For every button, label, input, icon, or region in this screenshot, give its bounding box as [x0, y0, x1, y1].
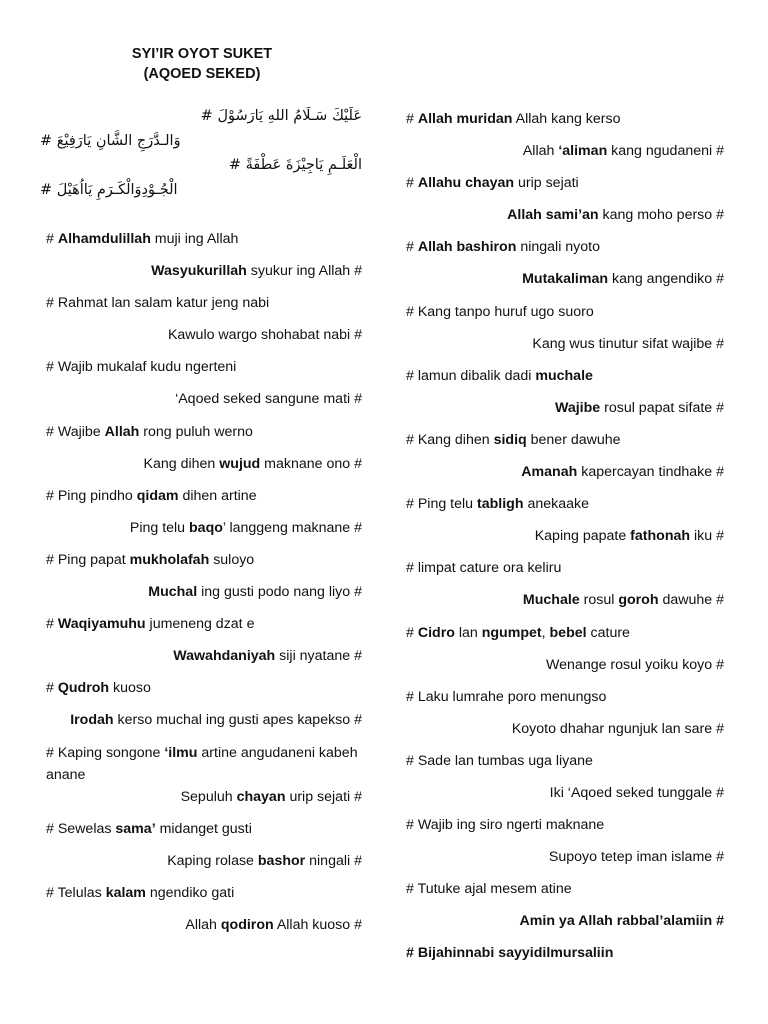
- verse-text: ningali nyoto: [516, 239, 600, 256]
- verse-line: [46, 517, 362, 549]
- verse-line: [46, 742, 362, 786]
- verse-line: [46, 677, 362, 709]
- verse-line: [406, 301, 724, 333]
- verse-text: rosul: [579, 592, 619, 609]
- verse-bold-term: Wasyukurillah: [151, 263, 247, 280]
- verse-text: # Wajib ing siro ngerti maknane: [406, 817, 605, 834]
- verse-text: # Sewelas: [46, 820, 116, 837]
- verse-text: #: [46, 231, 58, 247]
- left-column-verses: [46, 228, 362, 946]
- verse-line: [406, 108, 724, 140]
- verse-text: ing gusti podo nang liyo #: [197, 584, 362, 601]
- verse-text: # Ping telu: [406, 496, 477, 513]
- verse-text: kang ngudaneni #: [607, 143, 724, 160]
- verse-bold-term: ngumpet: [481, 624, 542, 641]
- verse-line: [406, 204, 724, 236]
- verse-line: [46, 549, 362, 581]
- verse-line: [46, 914, 362, 946]
- verse-text: Iki ‘Aqoed seked tunggale #: [549, 784, 724, 801]
- verse-line: [46, 453, 362, 485]
- verse-line: [46, 228, 362, 260]
- verse-line: [406, 461, 724, 493]
- verse-bold-term: mukholafah: [129, 551, 210, 568]
- verse-bold-term: Wajibe: [554, 399, 601, 416]
- verse-bold-term: kalam: [105, 884, 146, 901]
- verse-text: # Ping papat: [46, 551, 130, 568]
- document-title: [96, 44, 308, 84]
- verse-bold-term: Amin ya Allah rabbal’alamiin #: [519, 913, 724, 930]
- verse-bold-term: Wawahdaniyah: [173, 648, 276, 665]
- verse-text: rong puluh werno: [139, 423, 253, 440]
- verse-bold-term: bashor: [257, 852, 306, 869]
- verse-text: artine angudaneni kabeh anane: [46, 744, 358, 783]
- verse-bold-term: Allah bashiron: [417, 239, 517, 256]
- verse-bold-term: Cidro: [417, 624, 455, 641]
- verse-line: [406, 172, 724, 204]
- verse-text: # Tutuke ajal mesem atine: [406, 881, 572, 898]
- verse-text: kang moho perso #: [598, 207, 724, 224]
- verse-bold-term: ‘ilmu: [164, 744, 198, 761]
- verse-bold-term: Irodah: [70, 712, 114, 729]
- verse-text: dawuhe #: [658, 592, 724, 609]
- verse-bold-term: qidam: [136, 487, 179, 504]
- verse-bold-term: Waqiyamuhu: [57, 616, 146, 633]
- verse-text: ngendiko gati: [145, 884, 235, 901]
- verse-line: [406, 365, 724, 397]
- verse-text: # Wajibe: [46, 423, 105, 440]
- verse-line: [46, 645, 362, 677]
- verse-text: Kawulo wargo shohabat nabi #: [167, 327, 362, 344]
- title-line-1: SYI’IR OYOT SUKET: [131, 46, 273, 62]
- verse-bold-term: # Bijahinnabi sayyidilmursaliin: [406, 945, 614, 962]
- verse-line: [46, 786, 362, 818]
- verse-line: [46, 292, 362, 324]
- verse-text: suloyo: [209, 551, 255, 568]
- verse-bold-term: baqo: [189, 519, 223, 536]
- verse-text: kerso muchal ing gusti apes kapekso #: [113, 712, 362, 729]
- verse-bold-term: sama’: [115, 820, 156, 837]
- verse-line: [46, 356, 362, 388]
- verse-line: [406, 525, 724, 557]
- verse-text: # lamun dibalik dadi: [406, 367, 536, 384]
- verse-bold-term: Muchal: [148, 584, 198, 601]
- verse-text: lan: [454, 624, 482, 641]
- verse-text: jumeneng dzat e: [145, 616, 255, 633]
- right-column-verses: [406, 108, 724, 975]
- verse-text: Sepuluh: [180, 788, 237, 805]
- verse-bold-term: Allahu chayan: [417, 175, 515, 192]
- verse-text: syukur ing Allah #: [246, 263, 362, 280]
- verse-line: [46, 324, 362, 356]
- verse-text: anekaake: [523, 496, 589, 513]
- verse-bold-term: bebel: [549, 624, 587, 641]
- arabic-verse-line: # الْعَلَـمِ يَاجِيْزَةَ عَطْفَةً: [228, 157, 362, 173]
- verse-text: Supoyo tetep iman islame #: [548, 849, 724, 866]
- verse-line: [406, 782, 724, 814]
- verse-line: [46, 850, 362, 882]
- verse-text: Wenange rosul yoiku koyo #: [546, 656, 724, 673]
- verse-text: Allah kang kerso: [512, 111, 621, 127]
- verse-text: rosul papat sifate #: [600, 399, 724, 416]
- verse-text: # Wajib mukalaf kudu ngerteni: [46, 359, 237, 376]
- verse-line: [46, 388, 362, 420]
- verse-text: Ping telu: [129, 519, 190, 536]
- verse-text: midanget gusti: [155, 820, 252, 837]
- verse-text: #: [46, 680, 58, 697]
- verse-text: ningali #: [305, 852, 362, 869]
- verse-line: [406, 910, 724, 942]
- verse-bold-term: chayan: [236, 788, 286, 805]
- verse-line: [406, 429, 724, 461]
- verse-bold-term: Muchale: [522, 592, 580, 609]
- verse-line: [406, 686, 724, 718]
- verse-text: iku #: [690, 528, 724, 545]
- verse-bold-term: Allah sami’an: [507, 207, 599, 224]
- verse-line: [46, 709, 362, 741]
- verse-bold-term: muchale: [535, 367, 593, 384]
- verse-text: ,: [541, 624, 550, 641]
- verse-text: # Kang tanpo huruf ugo suoro: [406, 303, 594, 320]
- verse-text: # Laku lumrahe poro menungso: [406, 688, 607, 705]
- verse-text: kang angendiko #: [608, 271, 724, 288]
- verse-line: [406, 622, 724, 654]
- verse-bold-term: goroh: [618, 592, 659, 609]
- verse-text: maknane ono #: [260, 455, 362, 472]
- verse-line: [406, 268, 724, 300]
- verse-line: [406, 397, 724, 429]
- verse-text: siji nyatane #: [275, 648, 362, 665]
- verse-text: Allah: [185, 916, 221, 933]
- verse-bold-term: Amanah: [521, 464, 578, 481]
- verse-text: Koyoto dhahar ngunjuk lan sare #: [511, 720, 724, 737]
- title-line-2: (AQOED SEKED): [143, 66, 261, 82]
- verse-line: [406, 654, 724, 686]
- verse-bold-term: sidiq: [493, 431, 527, 448]
- arabic-verse-line: # الْجُـوْدِوَالْكَـرَمِ يَااُهَيْلَ: [40, 181, 178, 198]
- verse-text: cature: [586, 624, 630, 641]
- verse-line: [46, 421, 362, 453]
- verse-line: [406, 942, 724, 974]
- verse-bold-term: Allah muridan: [417, 111, 513, 127]
- verse-text: # Kaping songone: [46, 744, 165, 761]
- verse-text: Allah kuoso #: [273, 916, 362, 933]
- verse-text: kuoso: [109, 680, 151, 697]
- verse-bold-term: Mutakaliman: [522, 271, 609, 288]
- verse-text: ‘Aqoed seked sangune mati #: [175, 391, 362, 408]
- verse-text: dihen artine: [178, 487, 257, 504]
- verse-line: [46, 485, 362, 517]
- verse-text: Kang dihen: [143, 455, 220, 472]
- verse-text: bener dawuhe: [526, 431, 621, 448]
- verse-text: #: [406, 624, 418, 641]
- arabic-verse-line: # عَلَيْكَ سَـلَامُ اللهِ يَارَسُوْلَ: [200, 108, 362, 124]
- verse-text: #: [406, 111, 418, 127]
- verse-line: [46, 260, 362, 292]
- verse-text: # Kang dihen: [406, 431, 494, 448]
- verse-text: Allah: [522, 143, 559, 160]
- verse-line: [406, 718, 724, 750]
- verse-line: [46, 613, 362, 645]
- verse-bold-term: Alhamdulillah: [57, 231, 151, 247]
- verse-bold-term: tabligh: [477, 496, 524, 513]
- verse-line: [406, 333, 724, 365]
- verse-line: [406, 557, 724, 589]
- verse-text: Kaping papate: [534, 528, 631, 545]
- verse-bold-term: qodiron: [220, 916, 274, 933]
- verse-text: Kang wus tinutur sifat wajibe #: [532, 335, 724, 352]
- verse-bold-term: Qudroh: [57, 680, 110, 697]
- verse-text: Kaping rolase: [167, 852, 258, 869]
- verse-text: muji ing Allah: [150, 231, 239, 247]
- verse-bold-term: fathonah: [630, 528, 691, 545]
- verse-text: # Rahmat lan salam katur jeng nabi: [46, 295, 270, 312]
- verse-bold-term: ‘aliman: [558, 143, 608, 160]
- verse-text: # Ping pindho: [46, 487, 137, 504]
- arabic-verses: [40, 104, 362, 202]
- arabic-verse-line: # وَالـدَّرَجِ الشَّانِ يَارَفِيْعَ: [40, 132, 181, 149]
- verse-line: [406, 750, 724, 782]
- verse-bold-term: Allah: [104, 423, 140, 440]
- verse-text: # limpat cature ora keliru: [406, 560, 562, 577]
- verse-text: ’ langgeng maknane #: [222, 519, 362, 536]
- verse-bold-term: wujud: [219, 455, 261, 472]
- verse-text: #: [406, 239, 418, 256]
- verse-text: urip sejati #: [285, 788, 362, 805]
- verse-line: [46, 581, 362, 613]
- verse-line: [46, 882, 362, 914]
- verse-text: # Sade lan tumbas uga liyane: [406, 752, 593, 769]
- verse-line: [406, 814, 724, 846]
- verse-text: #: [46, 616, 58, 633]
- verse-text: kapercayan tindhake #: [577, 464, 724, 481]
- verse-line: [406, 589, 724, 621]
- verse-text: urip sejati: [514, 175, 579, 192]
- verse-text: #: [406, 175, 418, 192]
- verse-line: [406, 878, 724, 910]
- verse-line: [406, 140, 724, 172]
- verse-line: [406, 236, 724, 268]
- verse-line: [406, 493, 724, 525]
- verse-text: # Telulas: [46, 884, 106, 901]
- verse-line: [46, 818, 362, 850]
- verse-line: [406, 846, 724, 878]
